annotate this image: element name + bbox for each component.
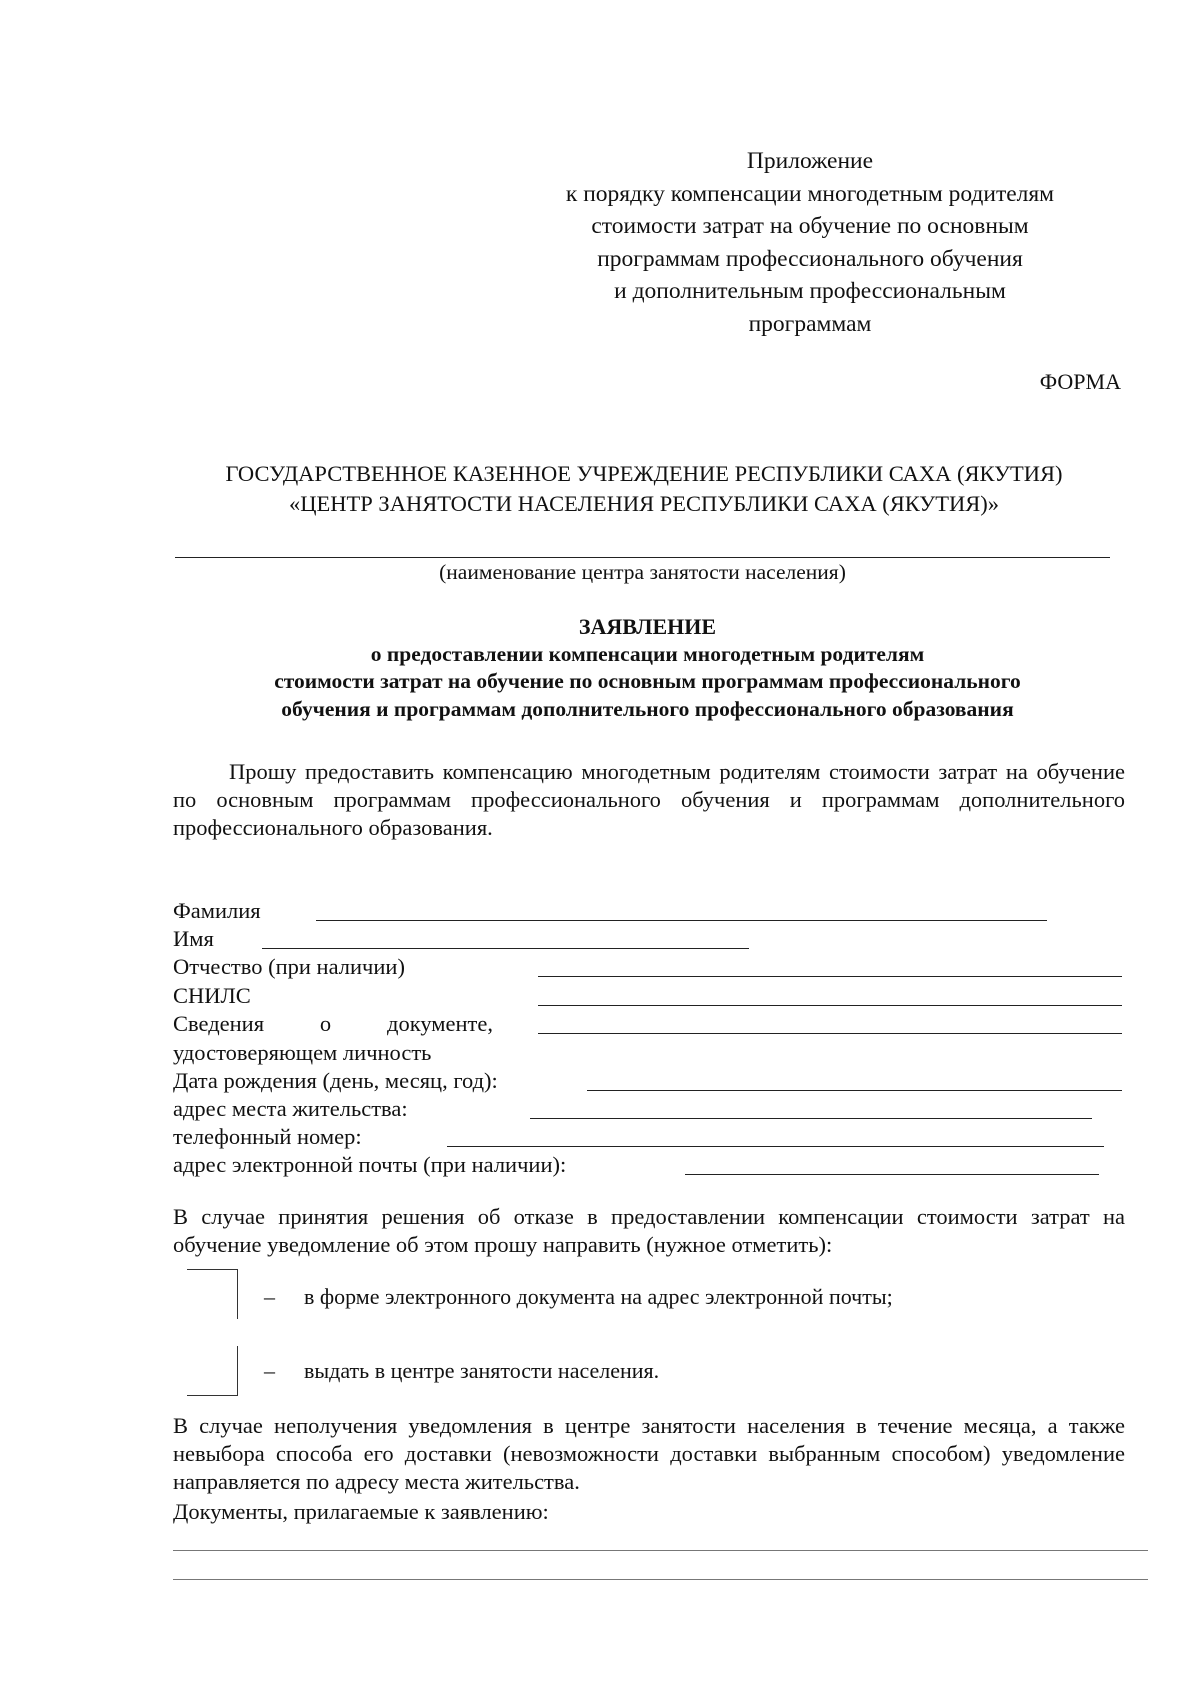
annex-line: Приложение	[746, 148, 874, 174]
center-name-line[interactable]	[175, 557, 1110, 558]
name-input-line[interactable]	[262, 948, 749, 949]
organization-line-1: ГОСУДАРСТВЕННОЕ КАЗЕННОЕ УЧРЕЖДЕНИЕ РЕСПУБЛИКИ САХА (ЯКУТИЯ)	[225, 461, 1063, 486]
phone-input-line[interactable]	[447, 1146, 1104, 1147]
phone-label: телефонный номер:	[173, 1124, 362, 1149]
organization-line-2: «ЦЕНТР ЗАНЯТОСТИ НАСЕЛЕНИЯ РЕСПУБЛИКИ САХА (ЯКУТИЯ)»	[289, 491, 999, 516]
email-input-line[interactable]	[685, 1174, 1099, 1175]
patronymic-label: Отчество (при наличии)	[173, 954, 405, 979]
surname-input-line[interactable]	[316, 920, 1047, 921]
organization-name	[0, 459, 1200, 519]
address-input-line[interactable]	[530, 1118, 1092, 1119]
surname-label: Фамилия	[173, 898, 261, 923]
email-option-checkbox[interactable]	[187, 1269, 238, 1319]
option-dash: –	[264, 1358, 275, 1383]
annex-header	[470, 145, 1150, 340]
email-option-label: в форме электронного документа на адрес электронной почты;	[304, 1284, 893, 1309]
annex-line: программам	[748, 310, 872, 337]
annex-line: к порядку компенсации многодетным родителям	[565, 180, 1055, 207]
center-option-label: выдать в центре занятости населения.	[304, 1358, 660, 1383]
annex-line: стоимости затрат на обучение по основным	[591, 213, 1029, 239]
form-label: ФОРМА	[1039, 369, 1121, 394]
snils-input-line[interactable]	[538, 1005, 1122, 1006]
title-line-3: обучения и программам дополнительного профессионального образования	[281, 696, 1014, 721]
non-receipt-paragraph: В случае неполучения уведомления в центре занятости населения в течение месяца, а также невыбора способа его доставки (невозможности доставки выбранным способом) уведомление направляется по адресу места жительства.	[173, 1413, 1125, 1494]
id-document-input-line[interactable]	[538, 1033, 1122, 1034]
application-title	[160, 613, 1135, 723]
email-label: адрес электронной почты (при наличии):	[173, 1152, 567, 1177]
option-dash: –	[264, 1284, 275, 1309]
title-line-1: о предоставлении компенсации многодетным родителям	[370, 641, 925, 666]
id-document-label-line-1: Сведения о документе,	[173, 1011, 493, 1036]
birth-date-label: Дата рождения (день, месяц, год):	[173, 1068, 498, 1093]
annex-line: и дополнительным профессиональным	[614, 278, 1006, 304]
documents-input-line[interactable]	[173, 1550, 1148, 1551]
documents-input-line[interactable]	[173, 1579, 1148, 1580]
center-name-caption: (наименование центра занятости населения)	[439, 560, 846, 584]
patronymic-input-line[interactable]	[538, 976, 1122, 977]
name-label: Имя	[173, 926, 214, 951]
title-line-2: стоимости затрат на обучение по основным программам профессионального	[274, 669, 1021, 693]
id-document-label-line-2: удостоверяющем личность	[173, 1040, 432, 1065]
title-main: ЗАЯВЛЕНИЕ	[578, 614, 717, 639]
snils-label: СНИЛС	[173, 983, 251, 1008]
request-paragraph: Прошу предоставить компенсацию многодетным родителям стоимости затрат на обучение по основным программам профессионального обучения и программам дополнительного профессионального образования.	[173, 759, 1125, 840]
documents-label: Документы, прилагаемые к заявлению:	[173, 1499, 549, 1524]
address-label: адрес места жительства:	[173, 1096, 408, 1121]
center-option-checkbox[interactable]	[187, 1346, 238, 1396]
birth-date-input-line[interactable]	[587, 1090, 1122, 1091]
annex-line: программам профессионального обучения	[597, 245, 1023, 272]
refusal-paragraph: В случае принятия решения об отказе в предоставлении компенсации стоимости затрат на обучение уведомление об этом прошу направить (нужное отметить):	[173, 1204, 1125, 1257]
